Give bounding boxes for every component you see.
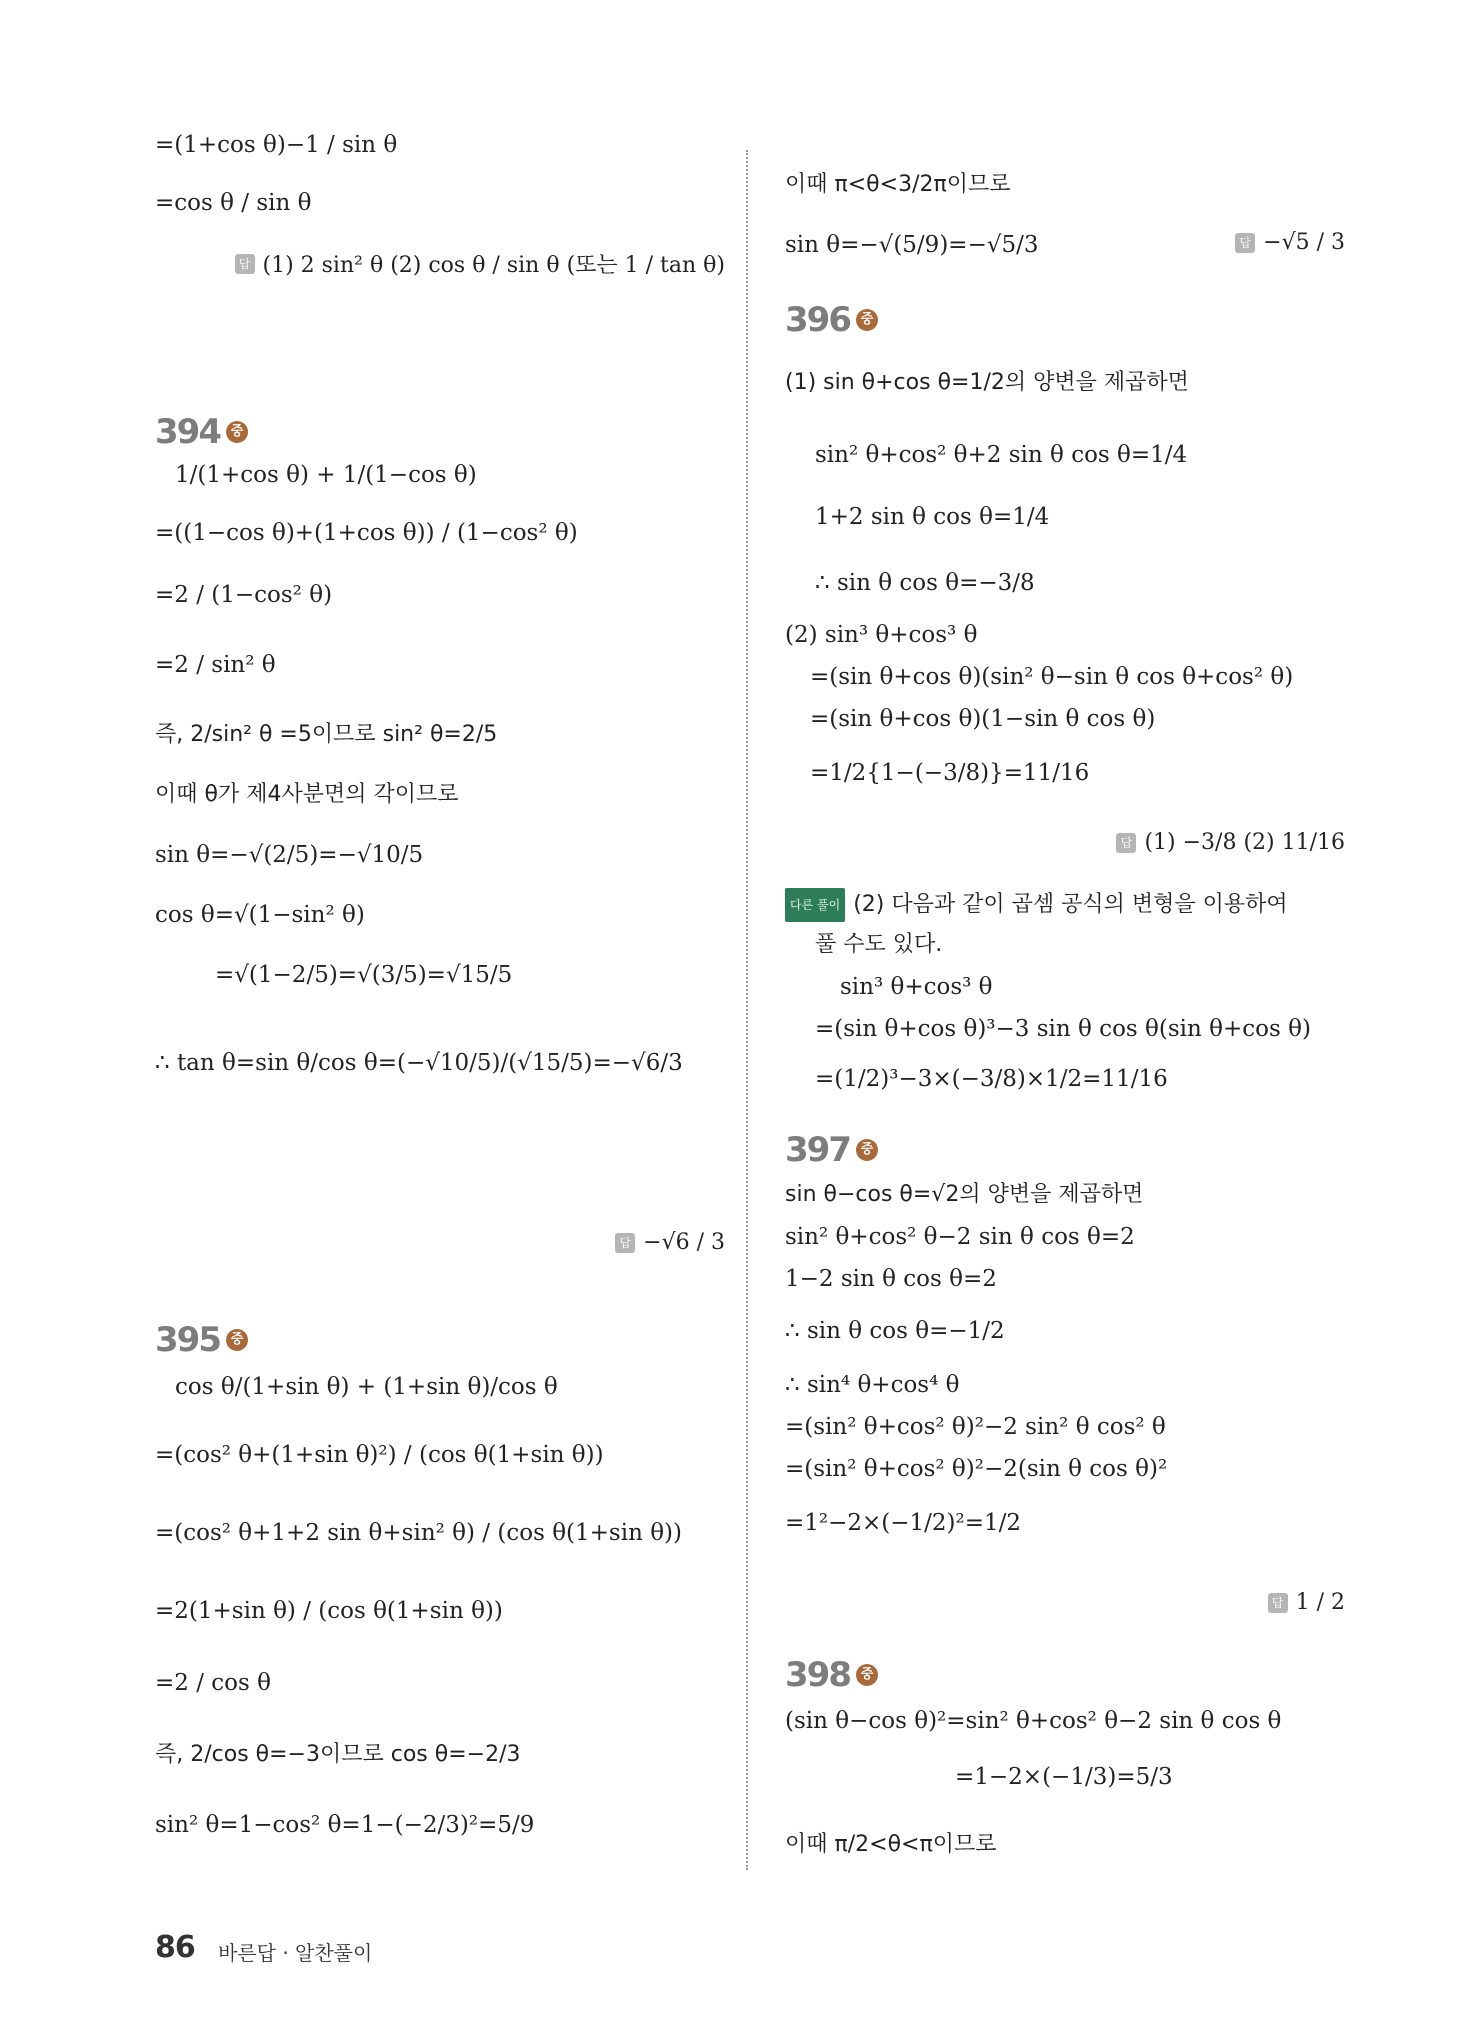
- math-line: 1+2 sin θ cos θ=1/4: [815, 504, 1050, 530]
- math-line: =√(1−2/5)=√(3/5)=√15/5: [215, 962, 513, 988]
- answer-icon: 답: [1116, 833, 1136, 853]
- math-line: =2 / (1−cos² θ): [155, 582, 333, 608]
- math-line: 이때 θ가 제4사분면의 각이므로: [155, 782, 459, 807]
- problem-number-text: 395: [155, 1320, 220, 1360]
- level-badge: 중: [226, 1329, 248, 1351]
- math-line: cos θ=√(1−sin² θ): [155, 902, 365, 928]
- math-line: =cos θ / sin θ: [155, 190, 312, 216]
- math-line: 이때 π<θ<3/2π이므로: [785, 172, 1011, 197]
- answer-text: 1 / 2: [1295, 1590, 1345, 1615]
- problem-number: [785, 1130, 878, 1170]
- math-line: =2(1+sin θ) / (cos θ(1+sin θ)): [155, 1598, 503, 1624]
- level-badge: 중: [856, 1664, 878, 1686]
- page-number: 86: [155, 1930, 195, 1965]
- answer-line: [235, 248, 726, 279]
- math-line: =(cos² θ+1+2 sin θ+sin² θ) / (cos θ(1+sin θ)): [155, 1520, 682, 1546]
- math-line: 풀 수도 있다.: [815, 932, 943, 957]
- math-line: sin θ−cos θ=√2의 양변을 제곱하면: [785, 1182, 1144, 1207]
- math-line: sin θ=−√(5/9)=−√5/3: [785, 232, 1039, 258]
- math-line: 즉, 2/sin² θ =5이므로 sin² θ=2/5: [155, 722, 498, 747]
- math-line: =(sin θ+cos θ)³−3 sin θ cos θ(sin θ+cos θ): [815, 1016, 1311, 1042]
- problem-number-text: 396: [785, 300, 850, 340]
- math-line: (1) sin θ+cos θ=1/2의 양변을 제곱하면: [785, 370, 1189, 395]
- answer-line: [1235, 230, 1345, 255]
- math-line: =1/2{1−(−3/8)}=11/16: [810, 760, 1090, 786]
- math-line: 1−2 sin θ cos θ=2: [785, 1266, 997, 1292]
- answer-text: −√6 / 3: [643, 1230, 725, 1255]
- math-line: ∴ tan θ=sin θ/cos θ=(−√10/5)/(√15/5)=−√6/3: [155, 1050, 683, 1076]
- problem-number-text: 397: [785, 1130, 850, 1170]
- math-line: sin θ=−√(2/5)=−√10/5: [155, 842, 424, 868]
- math-line: =((1−cos θ)+(1+cos θ)) / (1−cos² θ): [155, 520, 578, 546]
- answer-line: [615, 1230, 725, 1255]
- footer-title: 바른답 · 알찬풀이: [218, 1941, 373, 1965]
- math-line: 즉, 2/cos θ=−3이므로 cos θ=−2/3: [155, 1742, 521, 1767]
- level-badge: 중: [226, 421, 248, 443]
- answer-icon: 답: [1268, 1593, 1288, 1613]
- math-line: (sin θ−cos θ)²=sin² θ+cos² θ−2 sin θ cos θ: [785, 1708, 1282, 1734]
- math-line: ∴ sin⁴ θ+cos⁴ θ: [785, 1372, 960, 1398]
- problem-number-text: 394: [155, 412, 220, 452]
- answer-text: (1) −3/8 (2) 11/16: [1144, 830, 1345, 855]
- problem-number-text: 398: [785, 1655, 850, 1695]
- answer-text: −√5 / 3: [1263, 230, 1345, 255]
- math-line: =2 / cos θ: [155, 1670, 271, 1696]
- math-line: =1−2×(−1/3)=5/3: [955, 1764, 1173, 1790]
- math-line: =(sin θ+cos θ)(sin² θ−sin θ cos θ+cos² θ): [810, 664, 1294, 690]
- column-divider: [746, 150, 748, 1870]
- math-line: 이때 π/2<θ<π이므로: [785, 1832, 997, 1857]
- math-line: sin³ θ+cos³ θ: [840, 974, 993, 1000]
- math-line: =2 / sin² θ: [155, 652, 276, 678]
- level-badge: 중: [856, 309, 878, 331]
- math-line: ∴ sin θ cos θ=−3/8: [815, 570, 1035, 596]
- math-line: =(1+cos θ)−1 / sin θ: [155, 132, 398, 158]
- answer-text: (1) 2 sin² θ (2) cos θ / sin θ (또는 1 / tan θ): [262, 253, 725, 278]
- math-line: =(sin² θ+cos² θ)²−2(sin θ cos θ)²: [785, 1456, 1168, 1482]
- answer-line: [1116, 830, 1345, 855]
- alt-solution-line: [785, 888, 1288, 922]
- alt-solution-badge: 다른 풀이: [785, 888, 845, 922]
- math-line: =1²−2×(−1/2)²=1/2: [785, 1510, 1022, 1536]
- level-badge: 중: [856, 1139, 878, 1161]
- math-line: =(cos² θ+(1+sin θ)²) / (cos θ(1+sin θ)): [155, 1442, 604, 1468]
- math-line: =(sin θ+cos θ)(1−sin θ cos θ): [810, 706, 1156, 732]
- problem-number: [785, 300, 878, 340]
- answer-line: [1268, 1590, 1345, 1615]
- math-line: cos θ/(1+sin θ) + (1+sin θ)/cos θ: [175, 1374, 558, 1400]
- answer-icon: 답: [1235, 233, 1255, 253]
- math-line: (2) sin³ θ+cos³ θ: [785, 622, 978, 648]
- math-line: sin² θ+cos² θ+2 sin θ cos θ=1/4: [815, 442, 1188, 468]
- math-line: =(1/2)³−3×(−3/8)×1/2=11/16: [815, 1066, 1168, 1092]
- problem-number: [155, 412, 248, 452]
- math-line: sin² θ=1−cos² θ=1−(−2/3)²=5/9: [155, 1812, 535, 1838]
- math-line: =(sin² θ+cos² θ)²−2 sin² θ cos² θ: [785, 1414, 1166, 1440]
- alt-solution-text: (2) 다음과 같이 곱셈 공식의 변형을 이용하여: [853, 892, 1288, 917]
- problem-number: [785, 1655, 878, 1695]
- math-line: ∴ sin θ cos θ=−1/2: [785, 1318, 1005, 1344]
- math-line: sin² θ+cos² θ−2 sin θ cos θ=2: [785, 1224, 1135, 1250]
- problem-number: [155, 1320, 248, 1360]
- answer-icon: 답: [615, 1233, 635, 1253]
- answer-icon: 답: [235, 254, 255, 274]
- math-line: 1/(1+cos θ) + 1/(1−cos θ): [175, 462, 477, 488]
